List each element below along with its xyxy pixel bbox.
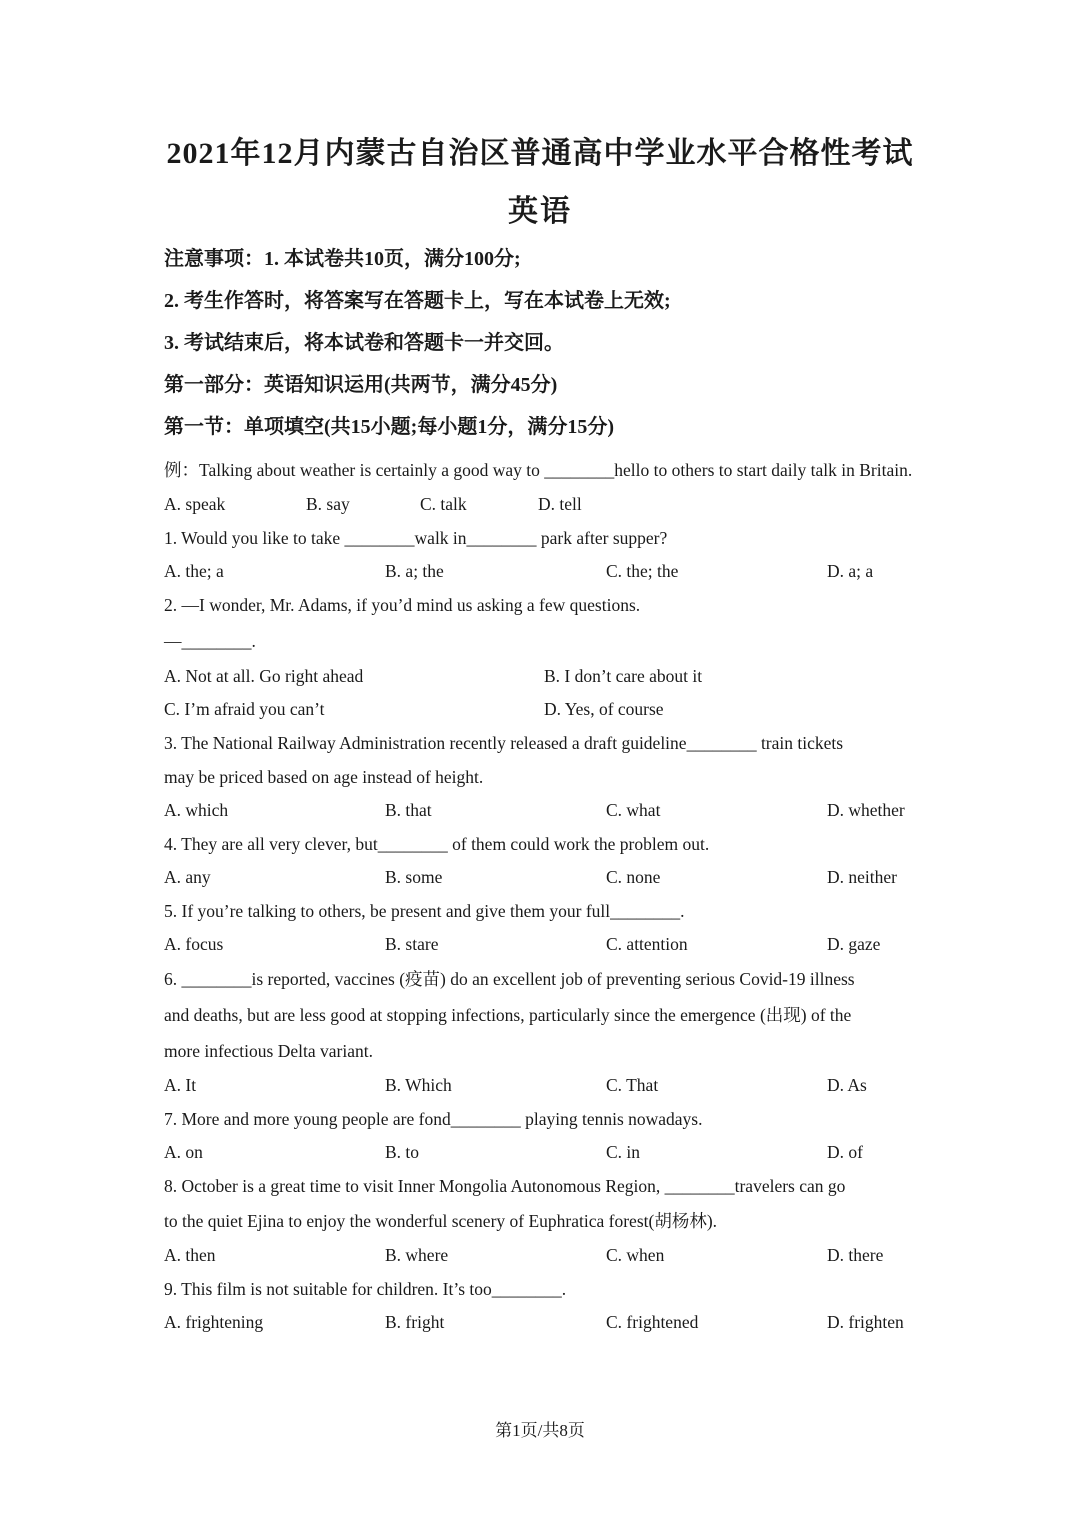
option: A. which	[164, 800, 229, 820]
question-stem: 8. October is a great time to visit Inner Mongolia Autonomous Region, ________travelers can go	[164, 1176, 846, 1196]
exam-subject: 英语	[508, 195, 572, 228]
question-stem: 7. More and more young people are fond________ playing tennis nowadays.	[164, 1109, 703, 1129]
question-options	[164, 794, 924, 827]
option: D. of	[827, 1142, 863, 1162]
option: A. frightening	[164, 1312, 264, 1332]
section-title: 第一节：单项填空(共15小题;每小题1分，满分15分)	[164, 416, 614, 438]
option: D. frighten	[827, 1312, 904, 1332]
option: B. fright	[385, 1312, 445, 1332]
question-stem: 9. This film is not suitable for children. It’s too________.	[164, 1279, 567, 1299]
question-stem: 3. The National Railway Administration recently released a draft guideline________ train tickets	[164, 733, 844, 753]
option: C. none	[606, 867, 661, 887]
option: D. neither	[827, 867, 897, 887]
question-options	[164, 861, 924, 894]
question-stem: —________.	[164, 631, 256, 651]
question-stem: more infectious Delta variant.	[164, 1041, 373, 1061]
question-stem: 4. They are all very clever, but________ of them could work the problem out.	[164, 834, 710, 854]
option: A. the; a	[164, 561, 224, 581]
option: B. say	[306, 494, 350, 514]
option: C. talk	[420, 494, 467, 514]
question-options	[164, 928, 924, 961]
option: D. tell	[538, 494, 582, 514]
option: D. gaze	[827, 934, 881, 954]
option: A. any	[164, 867, 211, 887]
option: A. on	[164, 1142, 203, 1162]
option: B. Which	[385, 1075, 452, 1095]
option: A. Not at all. Go right ahead	[164, 666, 364, 686]
option: C. in	[606, 1142, 641, 1162]
option: C. the; the	[606, 561, 679, 581]
question-stem: and deaths, but are less good at stopping infections, particularly since the emergence (出现) of the	[164, 1005, 852, 1025]
option: C. when	[606, 1245, 665, 1265]
option: D. As	[827, 1075, 867, 1095]
question-options	[164, 1069, 924, 1102]
notice-line: 3. 考试结束后，将本试卷和答题卡一并交回。	[164, 332, 564, 354]
option: C. frightened	[606, 1312, 699, 1332]
example-options	[164, 488, 924, 521]
exam-content	[164, 240, 924, 1339]
option: D. a; a	[827, 561, 874, 581]
question-options	[164, 693, 924, 726]
question-stem: 2. —I wonder, Mr. Adams, if you’d mind us asking a few questions.	[164, 595, 641, 615]
question-stem: 6. ________is reported, vaccines (疫苗) do an excellent job of preventing serious Covid-19 illness	[164, 969, 855, 989]
option: A. It	[164, 1075, 197, 1095]
option: B. stare	[385, 934, 439, 954]
question-options	[164, 1306, 924, 1339]
part-title: 第一部分：英语知识运用(共两节，满分45分)	[164, 374, 558, 396]
exam-title: 2021年12月内蒙古自治区普通高中学业水平合格性考试	[166, 137, 914, 170]
question-options	[164, 555, 924, 588]
option: B. a; the	[385, 561, 444, 581]
notice-line: 2. 考生作答时，将答案写在答题卡上，写在本试卷上无效;	[164, 290, 671, 312]
option: D. whether	[827, 800, 905, 820]
option: B. some	[385, 867, 443, 887]
option: B. to	[385, 1142, 420, 1162]
option: C. That	[606, 1075, 659, 1095]
option: D. Yes, of course	[544, 699, 664, 719]
option: C. I’m afraid you can’t	[164, 699, 325, 719]
question-options	[164, 1239, 924, 1272]
option: A. speak	[164, 494, 226, 514]
question-stem: to the quiet Ejina to enjoy the wonderful scenery of Euphratica forest(胡杨林).	[164, 1211, 718, 1231]
option: D. there	[827, 1245, 884, 1265]
question-stem: may be priced based on age instead of height.	[164, 767, 484, 787]
page-number: 第1页/共8页	[495, 1421, 585, 1440]
option: A. focus	[164, 934, 224, 954]
option: A. then	[164, 1245, 216, 1265]
option: C. attention	[606, 934, 688, 954]
question-options	[164, 1136, 924, 1169]
option: B. I don’t care about it	[544, 666, 703, 686]
option: B. where	[385, 1245, 449, 1265]
notice-line: 注意事项：1. 本试卷共10页，满分100分;	[164, 248, 521, 270]
option: B. that	[385, 800, 432, 820]
example-stem: 例：Talking about weather is certainly a good way to ________hello to others to start daily talk in Britain.	[164, 460, 913, 480]
question-options	[164, 660, 924, 693]
question-stem: 5. If you’re talking to others, be present and give them your full________.	[164, 901, 685, 921]
option: C. what	[606, 800, 661, 820]
question-stem: 1. Would you like to take ________walk in________ park after supper?	[164, 528, 668, 548]
